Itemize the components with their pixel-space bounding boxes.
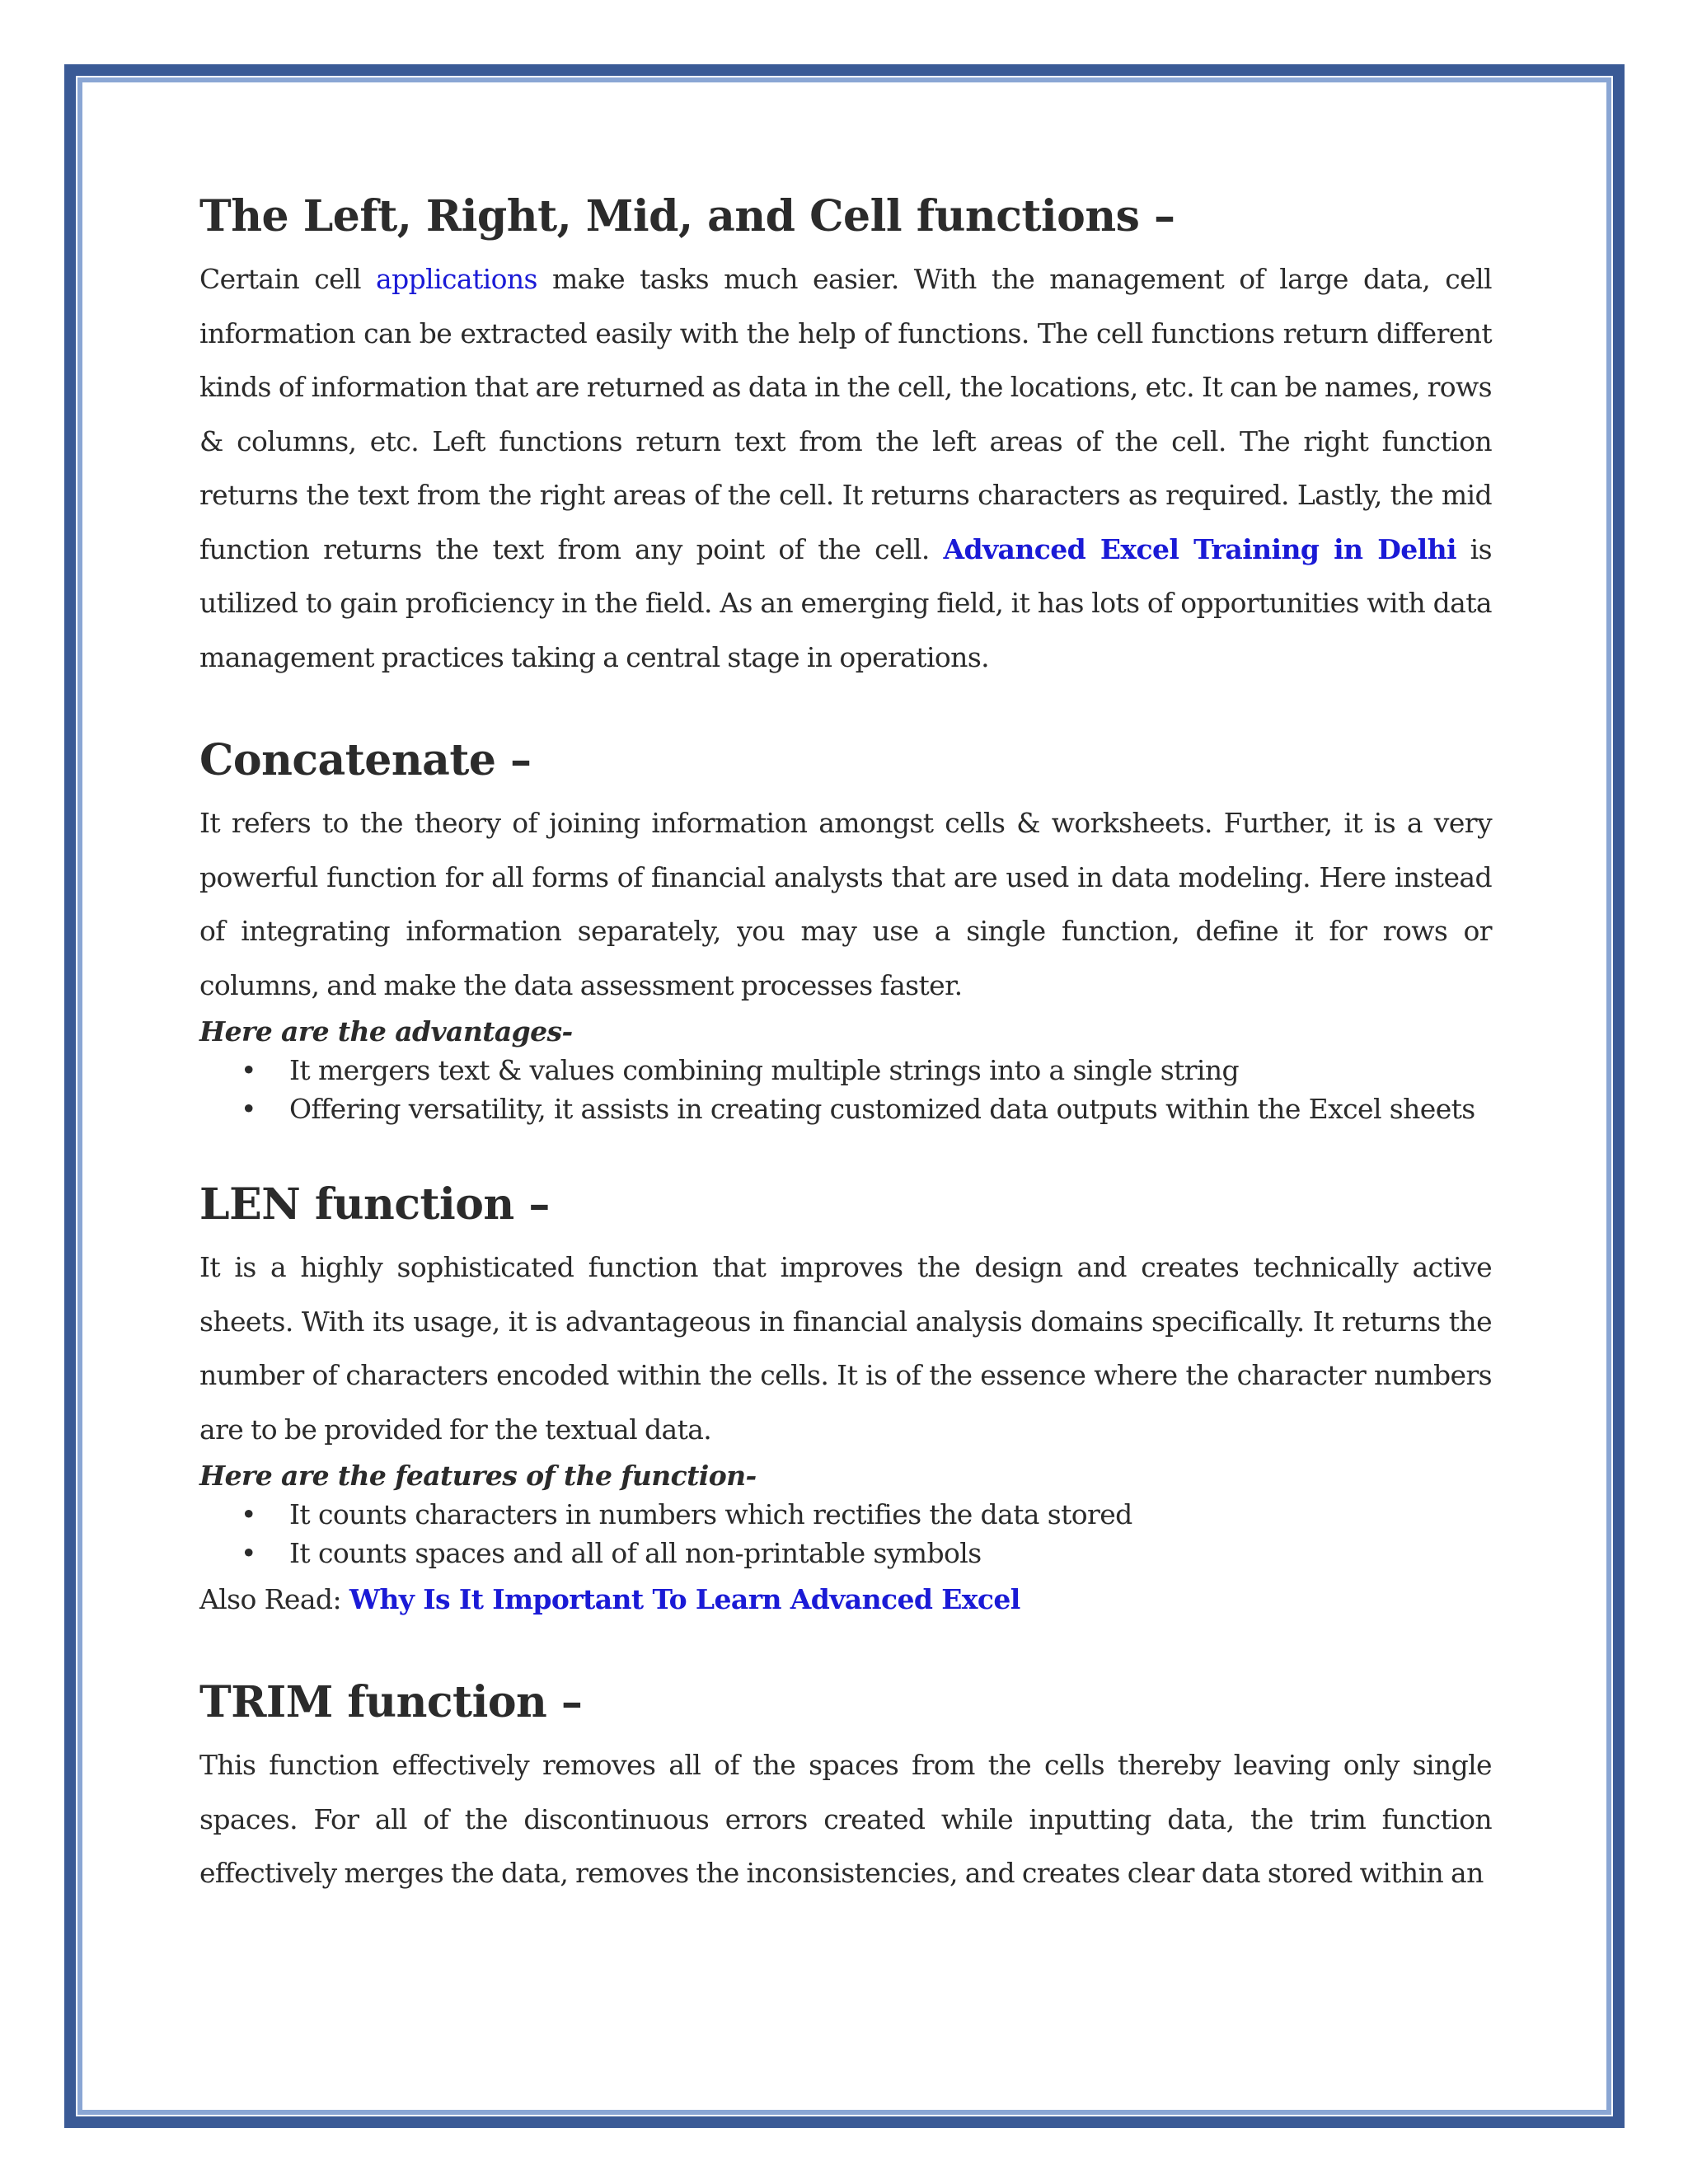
why-learn-advanced-excel-link[interactable]: Why Is It Important To Learn Advanced Excel <box>349 1583 1020 1615</box>
list-item <box>199 1051 1492 1090</box>
section-paragraph <box>199 252 1492 684</box>
section-len-function <box>199 1178 1492 1626</box>
also-read-label: Also Read: <box>199 1583 349 1615</box>
bullet-icon: • <box>241 1093 256 1125</box>
section-paragraph: This function effectively removes all of the spaces from the cells thereby leaving only single spaces. For all of the discontinuous errors created while inputting data, the trim function effectively merges the data, removes the inconsistencies, and creates clear data stored within an <box>199 1749 1492 1889</box>
also-read <box>199 1572 1492 1626</box>
bullet-icon: • <box>241 1498 256 1530</box>
list-item <box>199 1495 1492 1534</box>
section-heading: The Left, Right, Mid, and Cell functions – <box>199 191 1175 241</box>
list-item-text: It counts spaces and all of all non-printable symbols <box>289 1537 982 1569</box>
features-list <box>199 1495 1492 1572</box>
section-paragraph: It refers to the theory of joining information amongst cells & worksheets. Further, it is a very powerful function for all forms of financial analysts that are used in data modeling. Here instead of integrating information separately, you may use a single function, define it for rows or columns, and make the data assessment processes faster. <box>199 807 1492 1001</box>
advanced-excel-training-link[interactable]: Advanced Excel Training in Delhi <box>943 532 1456 565</box>
features-lead: Here are the features of the function- <box>199 1460 757 1492</box>
bullet-icon: • <box>241 1054 256 1086</box>
advantages-lead: Here are the advantages- <box>199 1015 573 1047</box>
list-item-text: Offering versatility, it assists in creating customized data outputs within the Excel sheets <box>289 1093 1475 1125</box>
section-paragraph: It is a highly sophisticated function that improves the design and creates technically active sheets. With its usage, it is advantageous in financial analysis domains specifically. It returns the number of characters encoded within the cells. It is of the essence where the character numbers are to be provided for the textual data. <box>199 1251 1492 1446</box>
bullet-icon: • <box>241 1537 256 1569</box>
list-item-text: It counts characters in numbers which rectifies the data stored <box>289 1498 1132 1530</box>
section-left-right-mid-cell <box>199 190 1492 684</box>
list-item <box>199 1090 1492 1128</box>
paragraph-text: is utilized to gain proficiency in the field. As an emerging field, it has lots of opportunities with data management practices taking a central stage in operations. <box>199 532 1492 673</box>
paragraph-text: Certain cell <box>199 263 377 295</box>
list-item-text: It mergers text & values combining multiple strings into a single string <box>289 1054 1240 1086</box>
section-heading: TRIM function – <box>199 1677 583 1727</box>
applications-link[interactable]: applications <box>376 263 537 295</box>
list-item <box>199 1534 1492 1572</box>
section-heading: Concatenate – <box>199 735 532 785</box>
section-heading: LEN function – <box>199 1179 550 1230</box>
paragraph-text: make tasks much easier. With the management of large data, cell information can be extracted easily with the help of functions. The cell functions return different kinds of information that are returned as data in the cell, the locations, etc. It can be names, rows & columns, etc. Left functions return text from the left areas of the cell. The right function returns the text from the right areas of the cell. It returns characters as required. Lastly, the mid function returns the text from any point of the cell. <box>199 263 1492 565</box>
section-trim-function <box>199 1675 1492 1900</box>
document-content <box>199 190 1492 1900</box>
section-concatenate <box>199 733 1492 1128</box>
advantages-list <box>199 1051 1492 1128</box>
